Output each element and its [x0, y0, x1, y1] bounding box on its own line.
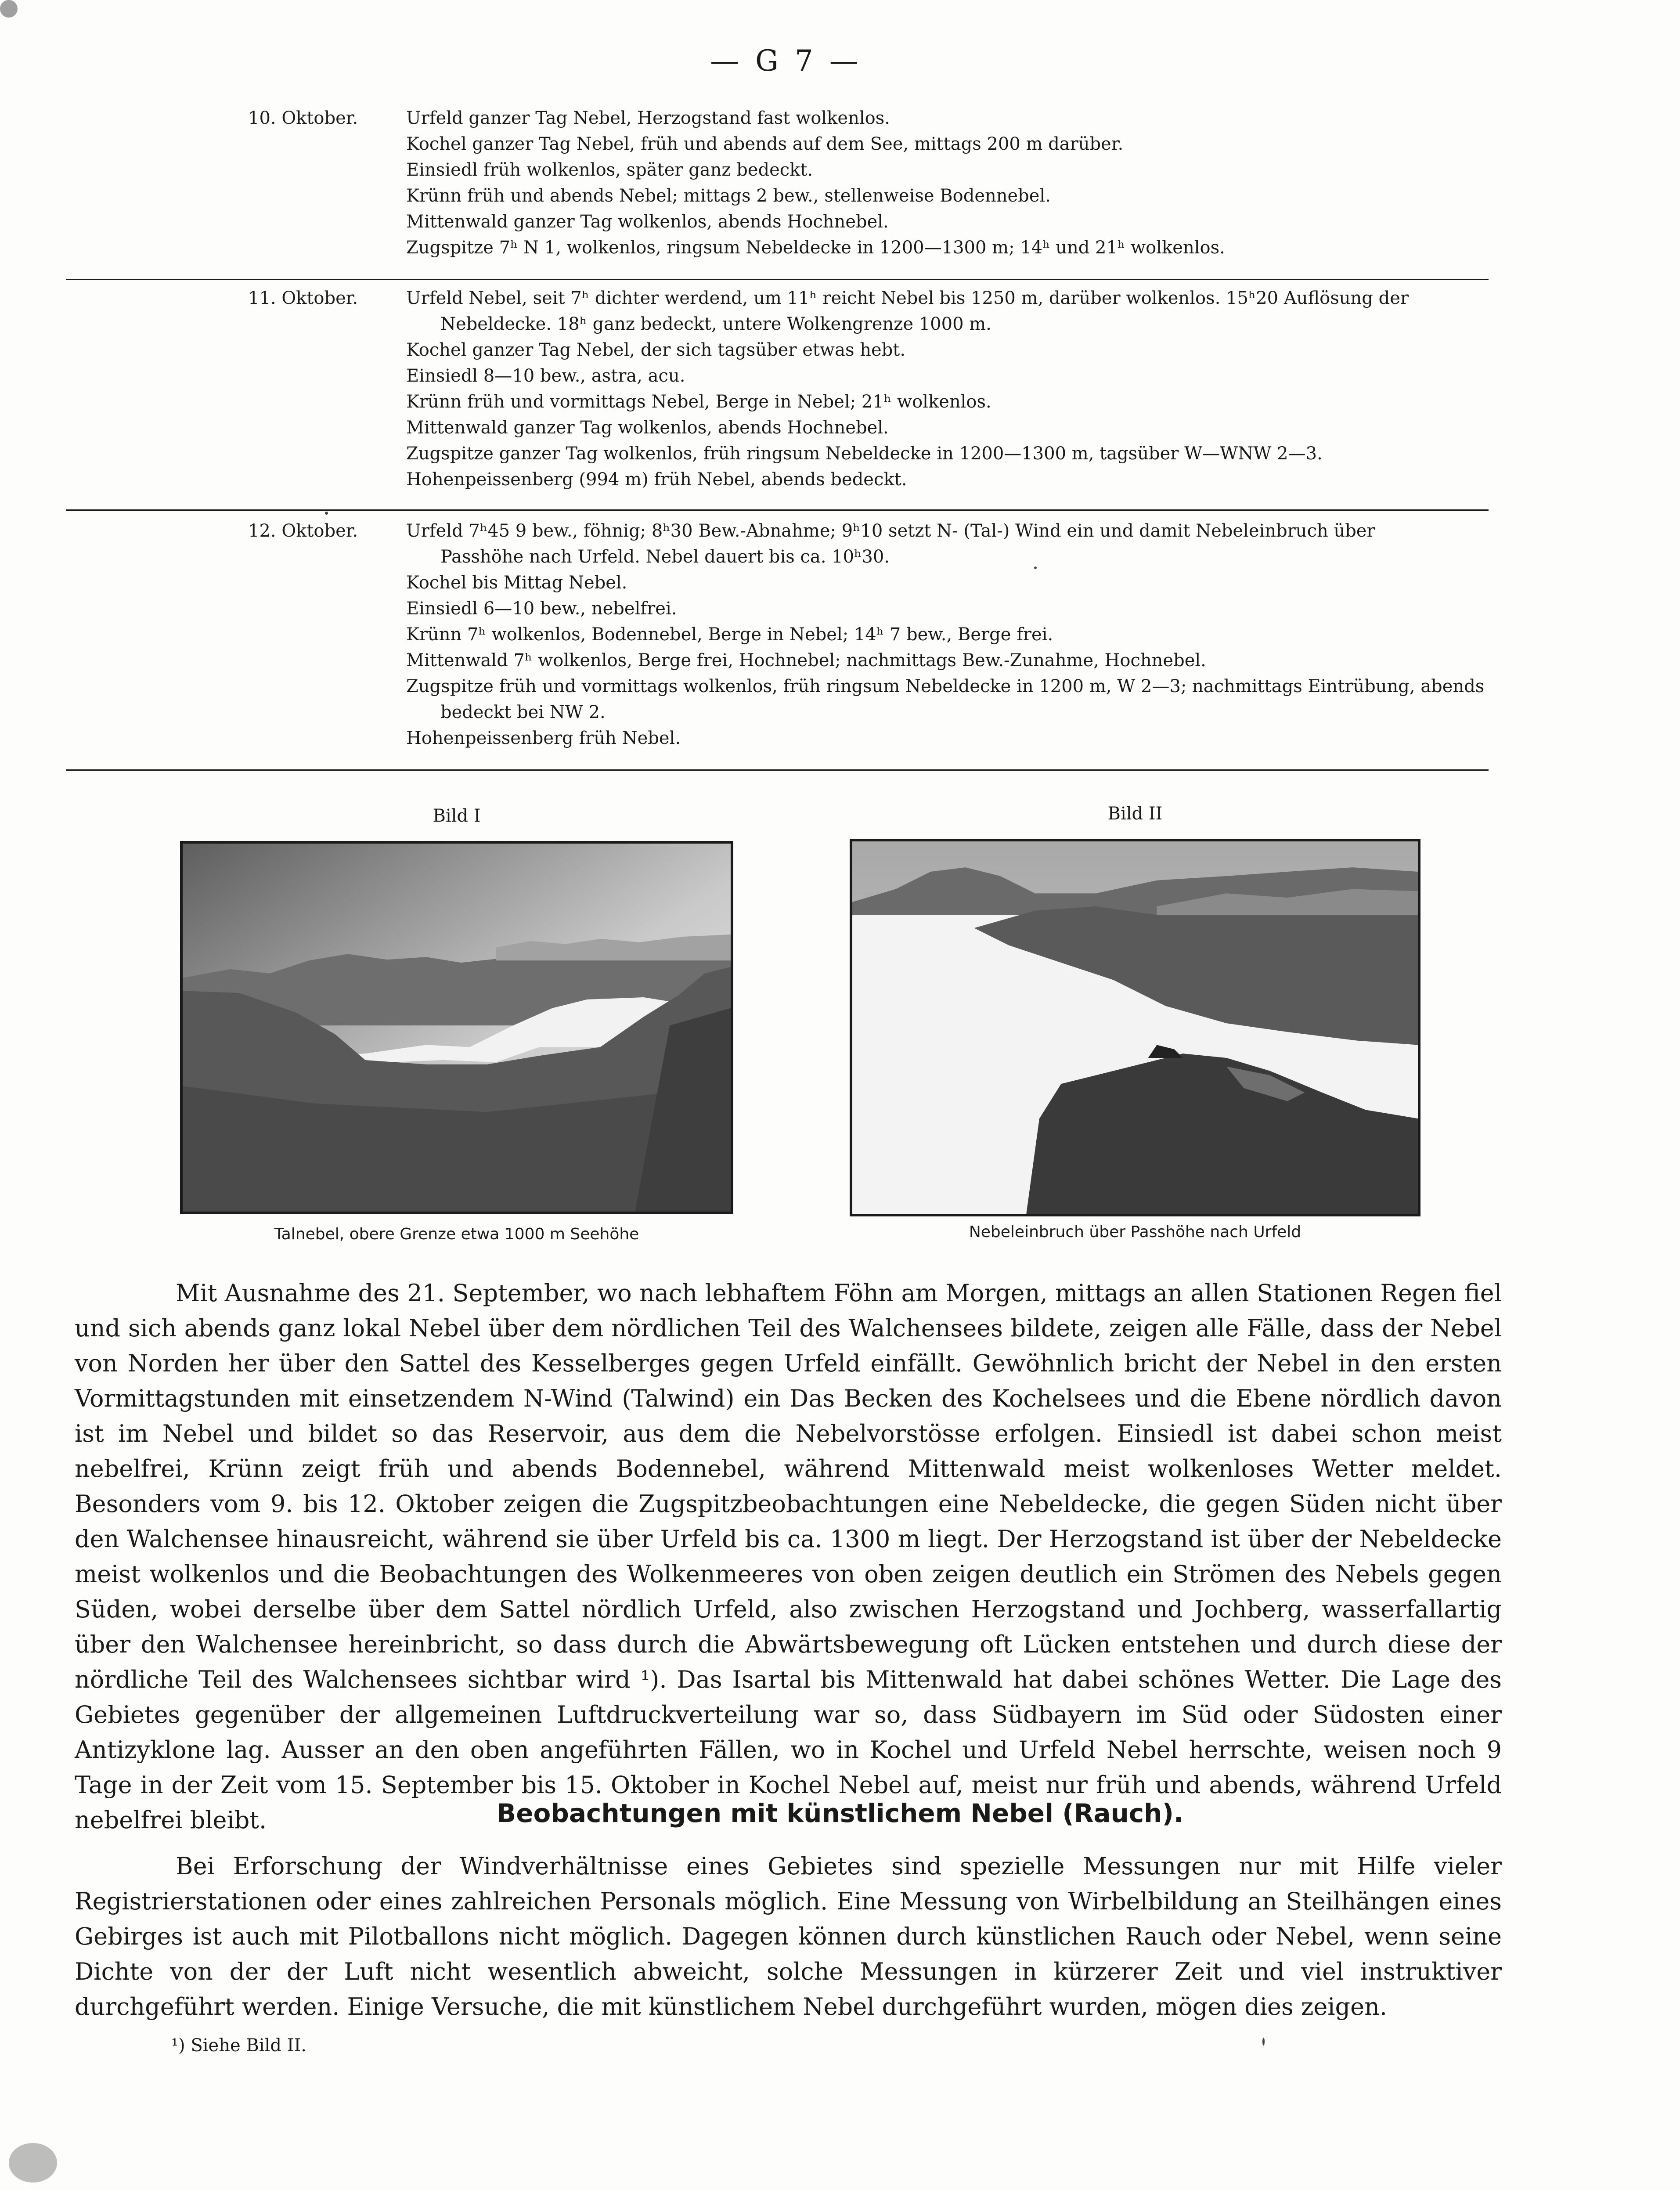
body-paragraph: [75, 1276, 1502, 1838]
entry-line: Kochel bis Mittag Nebel.: [406, 573, 627, 593]
entry-divider: [66, 279, 1489, 280]
entry-line: Einsiedl früh wolkenlos, später ganz bedeckt.: [406, 160, 813, 180]
figure-2-label: Bild II: [1107, 804, 1163, 824]
scan-speck: [1262, 2038, 1265, 2046]
footnote: ¹) Siehe Bild II.: [171, 2035, 306, 2056]
entry-line: Einsiedl 6—10 bew., nebelfrei.: [406, 599, 677, 619]
entry-line: Mittenwald ganzer Tag wolkenlos, abends Hochnebel.: [406, 418, 889, 438]
figure-1-label: Bild I: [433, 806, 481, 826]
entry-line: Urfeld ganzer Tag Nebel, Herzogstand fast wolkenlos.: [406, 108, 890, 128]
entry-line: Zugspitze früh und vormittags wolkenlos, früh ringsum Nebeldecke in 1200 m, W 2—3; nachmittags Eintrübung, abends: [406, 676, 1485, 696]
scan-speck: [9, 2143, 57, 2183]
entry-line: Kochel ganzer Tag Nebel, der sich tagsüber etwas hebt.: [406, 340, 906, 360]
entry-line: Urfeld Nebel, seit 7ʰ dichter werdend, um 11ʰ reicht Nebel bis 1250 m, darüber wolkenlos. 15ʰ20 Auflösung der: [406, 288, 1409, 308]
entry-line: Zugspitze ganzer Tag wolkenlos, früh ringsum Nebeldecke in 1200—1300 m, tagsüber W—WNW 2—3.: [406, 444, 1323, 464]
section-text: Bei Erforschung der Windverhältnisse eines Gebietes sind spezielle Messungen nur mit Hilfe vieler Registrierstationen oder eines zahlreichen Personals möglich. Eine Messung von Wirbelbildung an Steilhängen eines Gebirges ist auch mit Pilotballons nicht möglich. Dagegen können durch künstlichen Rauch oder Nebel, wenn seine Dichte von der der Luft nicht wesentlich abweicht, solche Messungen in kürzerer Zeit und viel instruktiver durchgeführt werden. Einige Versuche, die mit künstlichem Nebel durchgeführt wurden, mögen dies zeigen.: [75, 1852, 1502, 2020]
entry-divider: [66, 509, 1489, 511]
figure-2-photo: [850, 839, 1420, 1216]
entry-date: 12. Oktober.: [248, 521, 358, 541]
entry-line: Nebeldecke. 18ʰ ganz bedeckt, untere Wolkengrenze 1000 m.: [440, 314, 991, 334]
entry-lines: [406, 518, 1491, 751]
section-paragraph: [75, 1849, 1502, 2024]
entry-date: 10. Oktober.: [248, 108, 358, 128]
entry-line: Mittenwald 7ʰ wolkenlos, Berge frei, Hochnebel; nachmittags Bew.-Zunahme, Hochnebel.: [406, 650, 1206, 671]
entry-divider: [66, 769, 1489, 771]
scan-speck: [1034, 566, 1037, 569]
entry-lines: [406, 105, 1491, 261]
entry-line: Passhöhe nach Urfeld. Nebel dauert bis ca. 10ʰ30.: [440, 547, 890, 567]
entry-line: bedeckt bei NW 2.: [440, 702, 606, 722]
entry-line: Zugspitze 7ʰ N 1, wolkenlos, ringsum Nebeldecke in 1200—1300 m; 14ʰ und 21ʰ wolkenlos.: [406, 238, 1225, 258]
figure-1-photo: [180, 841, 733, 1214]
scan-speck: [325, 512, 328, 515]
entry-line: Hohenpeissenberg (994 m) früh Nebel, abends bedeckt.: [406, 469, 907, 490]
entry-line: Krünn 7ʰ wolkenlos, Bodennebel, Berge in Nebel; 14ʰ 7 bew., Berge frei.: [406, 624, 1053, 645]
entry-line: Mittenwald ganzer Tag wolkenlos, abends Hochnebel.: [406, 212, 889, 232]
entry-line: Hohenpeissenberg früh Nebel.: [406, 728, 681, 748]
entry-line: Urfeld 7ʰ45 9 bew., föhnig; 8ʰ30 Bew.-Abnahme; 9ʰ10 setzt N- (Tal-) Wind ein und damit Nebeleinbruch über: [406, 521, 1375, 541]
figure-2-caption: Nebeleinbruch über Passhöhe nach Urfeld: [969, 1223, 1301, 1241]
body-text: Mit Ausnahme des 21. September, wo nach lebhaftem Föhn am Morgen, mittags an allen Stationen Regen fiel und sich abends ganz lokal Nebel über dem nördlichen Teil des Walchensees bildete, zeigen alle Fälle, dass der Nebel von Norden her über den Sattel des Kesselberges gegen Urfeld einfällt. Gewöhnlich bricht der Nebel in den ersten Vormittagstunden mit einsetzendem N-Wind (Talwind) ein Das Becken des Kochelsees und die Ebene nördlich davon ist im Nebel und bildet so das Reservoir, aus dem die Nebelvorstösse erfolgen. Einsiedl ist dabei schon meist nebelfrei, Krünn zeigt früh und abends Bodennebel, während Mittenwald meist wolkenloses Wetter meldet. Besonders vom 9. bis 12. Oktober zeigen die Zugspitzbeobachtungen eine Nebeldecke, die gegen Süden nicht über den Walchensee hinausreicht, während sie über Urfeld bis ca. 1300 m liegt. Der Herzogstand ist über der Nebeldecke meist wolkenlos und die Beobachtungen des Wolkenmeeres von oben zeigen deutlich ein Strömen des Nebels gegen Süden, wobei derselbe über dem Sattel nördlich Urfeld, also zwischen Herzogstand und Jochberg, wasserfallartig über den Walchensee hereinbricht, so dass durch die Abwärtsbewegung oft Lücken entstehen und durch diese der nördliche Teil des Walchensees sichtbar wird ¹). Das Isartal bis Mittenwald hat dabei schönes Wetter. Die Lage des Gebietes gegenüber der allgemeinen Luftdruckverteilung war so, dass Südbayern im Süd oder Südosten einer Antizyklone lag. Ausser an den oben angeführten Fällen, wo in Kochel und Urfeld Nebel herrschte, weisen noch 9 Tage in der Zeit vom 15. September bis 15. Oktober in Kochel Nebel auf, meist nur früh und abends, während Urfeld nebelfrei bleibt.: [75, 1279, 1502, 1834]
figure-1-caption: Talnebel, obere Grenze etwa 1000 m Seehöhe: [274, 1225, 639, 1243]
entry-line: Kochel ganzer Tag Nebel, früh und abends auf dem See, mittags 200 m darüber.: [406, 134, 1124, 154]
entry-line: Einsiedl 8—10 bew., astra, acu.: [406, 366, 685, 386]
page-number: — G 7 —: [710, 44, 862, 78]
entry-line: Krünn früh und abends Nebel; mittags 2 bew., stellenweise Bodennebel.: [406, 186, 1051, 206]
entry-lines: [406, 285, 1491, 493]
section-heading: Beobachtungen mit künstlichem Nebel (Rauch).: [496, 1798, 1184, 1828]
scan-speck: [0, 0, 18, 18]
entry-line: Krünn früh und vormittags Nebel, Berge in Nebel; 21ʰ wolkenlos.: [406, 392, 991, 412]
entry-date: 11. Oktober.: [248, 288, 358, 308]
